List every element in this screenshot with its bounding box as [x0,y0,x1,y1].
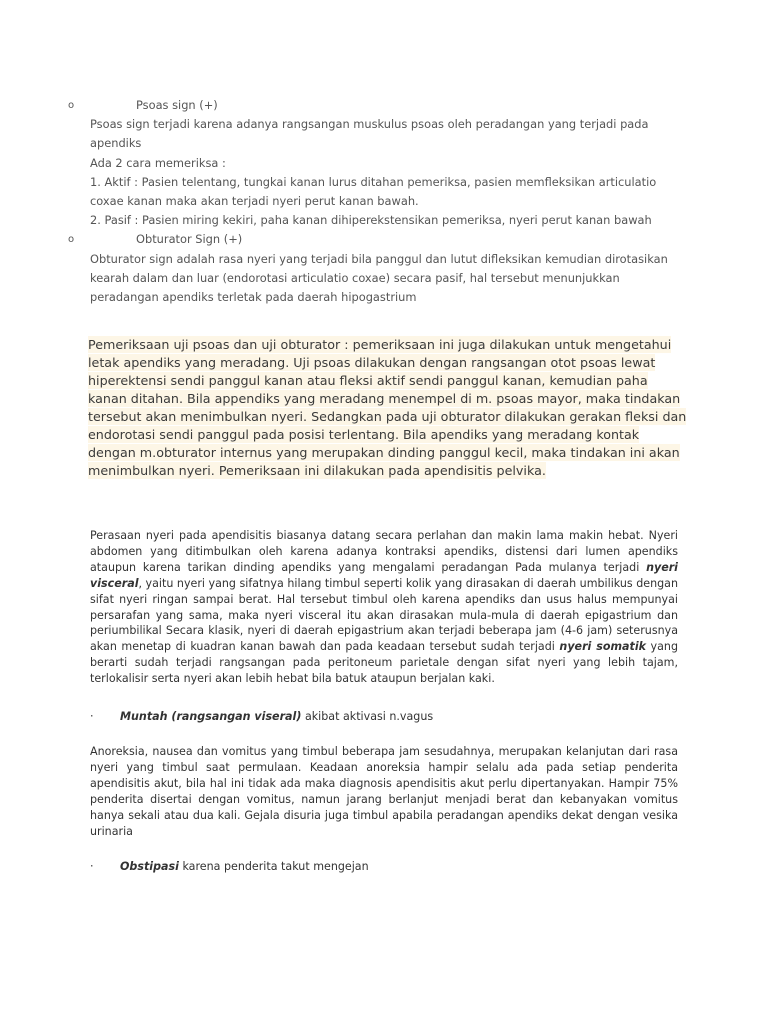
highlighted-text: Pemeriksaan uji psoas dan uji obturator : pemeriksaan ini juga dilakukan untuk mengetahui letak apendiks yang meradang. Uji psoas dilakukan dengan rangsangan otot psoas lewat hiperektensi sendi panggul kanan atau fleksi aktif sendi panggul kanan, kemudian paha kanan ditahan. Bila appendiks yang meradang menempel di m. psoas mayor, maka tindakan tersebut akan menimbulkan nyeri. Sedangkan pada uji obturator dilakukan gerakan fleksi dan endorotasi sendi panggul pada posisi terlentang. Bila apendiks yang meradang kontak dengan m.obturator internus yang merupakan dinding panggul kecil, maka tindakan ini akan menimbulkan nyeri. Pemeriksaan ini dilakukan pada apendisitis pelvika. [88,337,687,478]
obturator-title: Obturator Sign (+) [136,232,243,247]
constipation-item [90,859,369,875]
bullet-dot-icon: · [90,860,94,873]
obturator-heading [68,230,690,249]
highlighted-paragraph [88,336,688,480]
vomiting-detail: akibat aktivasi n.vagus [301,710,434,723]
vomiting-item [90,709,433,725]
bullet-dot-icon: · [90,710,94,723]
bullet-icon: o [68,234,75,246]
constipation-term: Obstipasi [120,860,179,873]
pain-text [90,528,678,687]
vomiting-term: Muntah (rangsangan viseral) [120,710,302,723]
psoas-title: Psoas sign (+) [136,98,218,112]
psoas-description: Psoas sign terjadi karena adanya rangsangan muskulus psoas oleh peradangan yang terjadi pada apendiks [90,117,649,151]
psoas-active-method: 1. Aktif : Pasien telentang, tungkai kanan lurus ditahan pemeriksa, pasien memfleksikan articulatio coxae kanan maka akan terjadi nyeri perut kanan bawah. [90,174,657,208]
psoas-method-count: Ada 2 cara memeriksa : [90,155,226,170]
psoas-heading [68,96,690,115]
pain-paragraph [90,528,678,687]
pain-text-part: Perasaan nyeri pada apendisitis biasanya datang secara perlahan dan makin lama makin hebat. Nyeri abdomen yang ditimbulkan oleh karena adanya kontraksi apendiks, distensi dari lumen apendiks ataupun karena tarikan dinding apendiks yang mengalami peradangan Pada mulanya terjadi [90,529,678,574]
anorexia-paragraph [90,744,678,839]
bullet-icon: o [68,100,75,111]
constipation-detail: karena penderita takut mengejan [178,860,369,873]
visceral-pain-term: nyeri visceral [90,560,678,590]
psoas-passive-method: 2. Pasif : Pasien miring kekiri, paha kanan dihiperekstensikan pemeriksa, nyeri perut kanan bawah [90,213,652,228]
anorexia-text: Anoreksia, nausea dan vomitus yang timbul beberapa jam sesudahnya, merupakan kelanjutan dari rasa nyeri yang timbul saat permulaan. Keadaan anoreksia hampir selalu ada pada setiap penderita apendisitis akut, bila hal ini tidak ada maka diagnosis apendisitis akut perlu dipertanyakan. Hampir 75% penderita disertai dengan vomitus, namun jarang berlanjut menjadi berat dan kebanyakan vomitus hanya sekali atau dua kali. Gejala disuria juga timbul apabila peradangan apendiks dekat dengan vesika urinaria [90,745,678,838]
pain-text-part: yang berarti sudah terjadi rangsangan pada peritoneum parietale dengan sifat nyeri yang lebih tajam, terlokalisir serta nyeri akan lebih hebat bila batuk ataupun berjalan kaki. [90,640,678,686]
obturator-description: Obturator sign adalah rasa nyeri yang terjadi bila panggul dan lutut difleksikan kemudian dirotasikan kearah dalam dan luar (endorotasi articulatio coxae) secara pasif, hal tersebut menunjukkan peradangan apendiks terletak pada daerah hipogastrium [90,251,668,304]
pain-text-part: , yaitu nyeri yang sifatnya hilang timbul seperti kolik yang dirasakan di daerah umbilikus dengan sifat nyeri ringan sampai berat. Hal tersebut timbul oleh karena apendiks dan usus halus mempunyai persarafan yang sama, maka nyeri visceral itu akan dirasakan mula-mula di daerah epigastrium dan periumbilikal Secara klasik, nyeri di daerah epigastrium akan terjadi beberapa jam (4-6 jam) seterusnya akan menetap di kuadran kanan bawah dan pada keadaan tersebut sudah terjadi [90,576,678,654]
clinical-signs-section [68,96,690,307]
somatic-pain-term: nyeri somatik [559,640,646,654]
